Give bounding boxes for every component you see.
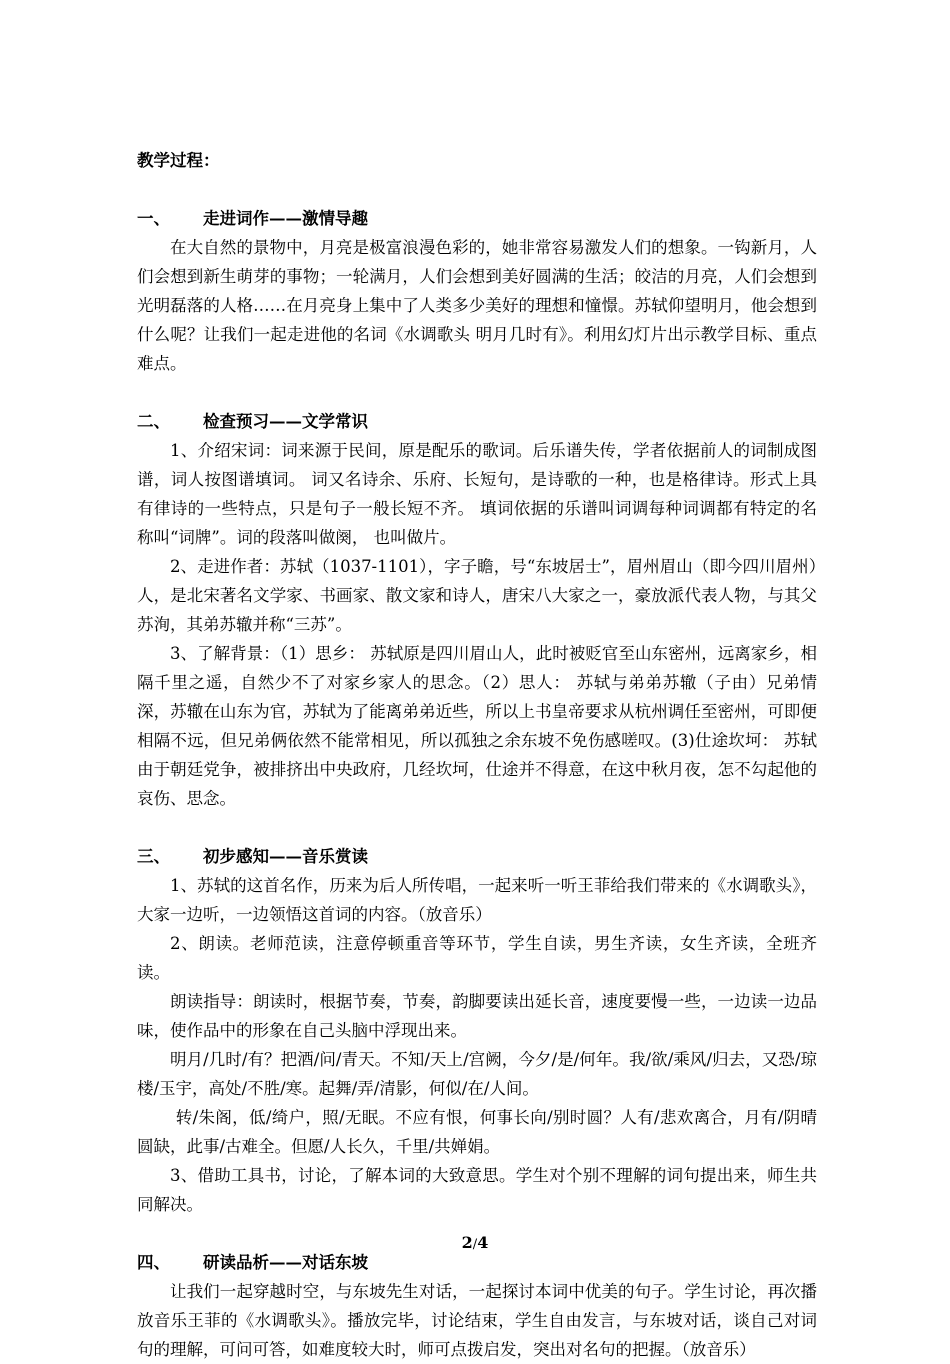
section-3 — [137, 842, 817, 1219]
paragraph: 2、朗读。老师范读，注意停顿重音等环节，学生自读，男生齐读，女生齐读，全班齐读。 — [137, 934, 817, 982]
section-title: 检查预习——文学常识 — [203, 412, 368, 431]
paragraph: 朗读指导：朗读时，根据节奏，节奏，韵脚要读出延长音，速度要慢一些，一边读一边品味，使作品中的形象在自己头脑中浮现出来。 — [137, 992, 817, 1040]
section-title: 初步感知——音乐赏读 — [203, 847, 368, 866]
paragraph: 2、走进作者：苏轼（1037-1101），字子瞻，号“东坡居士”，眉州眉山（即今四川眉州）人，是北宋著名文学家、书画家、散文家和诗人，唐宋八大家之一，豪放派代表人物，与其父苏洵，其弟苏辙并称“三苏”。 — [137, 557, 817, 634]
section-heading — [137, 204, 817, 233]
paragraph: 3、借助工具书，讨论，了解本词的大致意思。学生对个别不理解的词句提出来，师生共同解决。 — [137, 1166, 817, 1214]
section-title: 走进词作——激情导趣 — [203, 209, 368, 228]
page-separator: / — [472, 1237, 478, 1252]
paragraph: 转/朱阁，低/绮户，照/无眠。不应有恨，何事长向/别时圆？人有/悲欢离合，月有/阴晴圆缺，此事/古难全。但愿/人长久，千里/共婵娟。 — [137, 1108, 817, 1156]
section-4 — [137, 1248, 817, 1364]
section-number: 四、 — [137, 1253, 170, 1272]
section-number: 一、 — [137, 209, 170, 228]
section-number: 二、 — [137, 412, 170, 431]
paragraph: 让我们一起穿越时空，与东坡先生对话，一起探讨本词中优美的句子。学生讨论，再次播放音乐王菲的《水调歌头》。播放完毕，讨论结束，学生自由发言，与东坡对话，谈自己对词句的理解，可问可答，如难度较大时，师可点拨启发，突出对名句的把握。（放音乐） — [137, 1282, 817, 1359]
paragraph: 明月/几时/有？把酒/问/青天。不知/天上/宫阙，今夕/是/何年。我/欲/乘风/归去，又恐/琼楼/玉宇，高处/不胜/寒。起舞/弄/清影，何似/在/人间。 — [137, 1050, 817, 1098]
section-heading — [137, 407, 817, 436]
section-number: 三、 — [137, 847, 170, 866]
section-1 — [137, 204, 817, 378]
page-current: 2 — [461, 1233, 473, 1252]
page-total: 4 — [477, 1233, 489, 1252]
section-heading — [137, 842, 817, 871]
process-title: 教学过程： — [137, 151, 220, 170]
paragraph: 1、介绍宋词：词来源于民间，原是配乐的歌词。后乐谱失传，学者依据前人的词制成图谱，词人按图谱填词。 词又名诗余、乐府、长短句，是诗歌的一种，也是格律诗。形式上具有律诗的一些特点，只是句子一般长短不齐。 填词依据的乐谱叫词调每种词调都有特定的名称叫“词牌”。词的段落叫做阕， 也叫做片。 — [137, 441, 817, 547]
page-number — [0, 1233, 950, 1252]
section-heading — [137, 1248, 817, 1277]
document-body — [137, 146, 817, 1364]
paragraph: 3、了解背景：（1）思乡： 苏轼原是四川眉山人，此时被贬官至山东密州，远离家乡，相隔千里之遥，自然少不了对家乡家人的思念。（2）思人： 苏轼与弟弟苏辙（子由）兄弟情深，苏辙在山东为官，苏轼为了能离弟弟近些，所以上书皇帝要求从杭州调任至密州，可即便相隔不远，但兄弟俩依然不能常相见，所以孤独之余东坡不免伤感嗟叹。(3)仕途坎坷： 苏轼由于朝廷党争，被排挤出中央政府，几经坎坷，仕途并不得意，在这中秋月夜，怎不勾起他的哀伤、思念。 — [137, 644, 817, 808]
section-title: 研读品析——对话东坡 — [203, 1253, 368, 1272]
paragraph: 1、苏轼的这首名作，历来为后人所传唱，一起来听一听王菲给我们带来的《水调歌头》， 大家一边听，一边领悟这首词的内容。（放音乐） — [137, 876, 817, 924]
section-2 — [137, 407, 817, 813]
paragraph: 在大自然的景物中，月亮是极富浪漫色彩的，她非常容易激发人们的想象。一钩新月，人们会想到新生萌芽的事物；一轮满月，人们会想到美好圆满的生活；皎洁的月亮，人们会想到光明磊落的人格……在月亮身上集中了人类多少美好的理想和憧憬。苏轼仰望明月，他会想到什么呢？让我们一起走进他的名词《水调歌头 明月几时有》。利用幻灯片出示教学目标、重点难点。 — [137, 238, 817, 373]
